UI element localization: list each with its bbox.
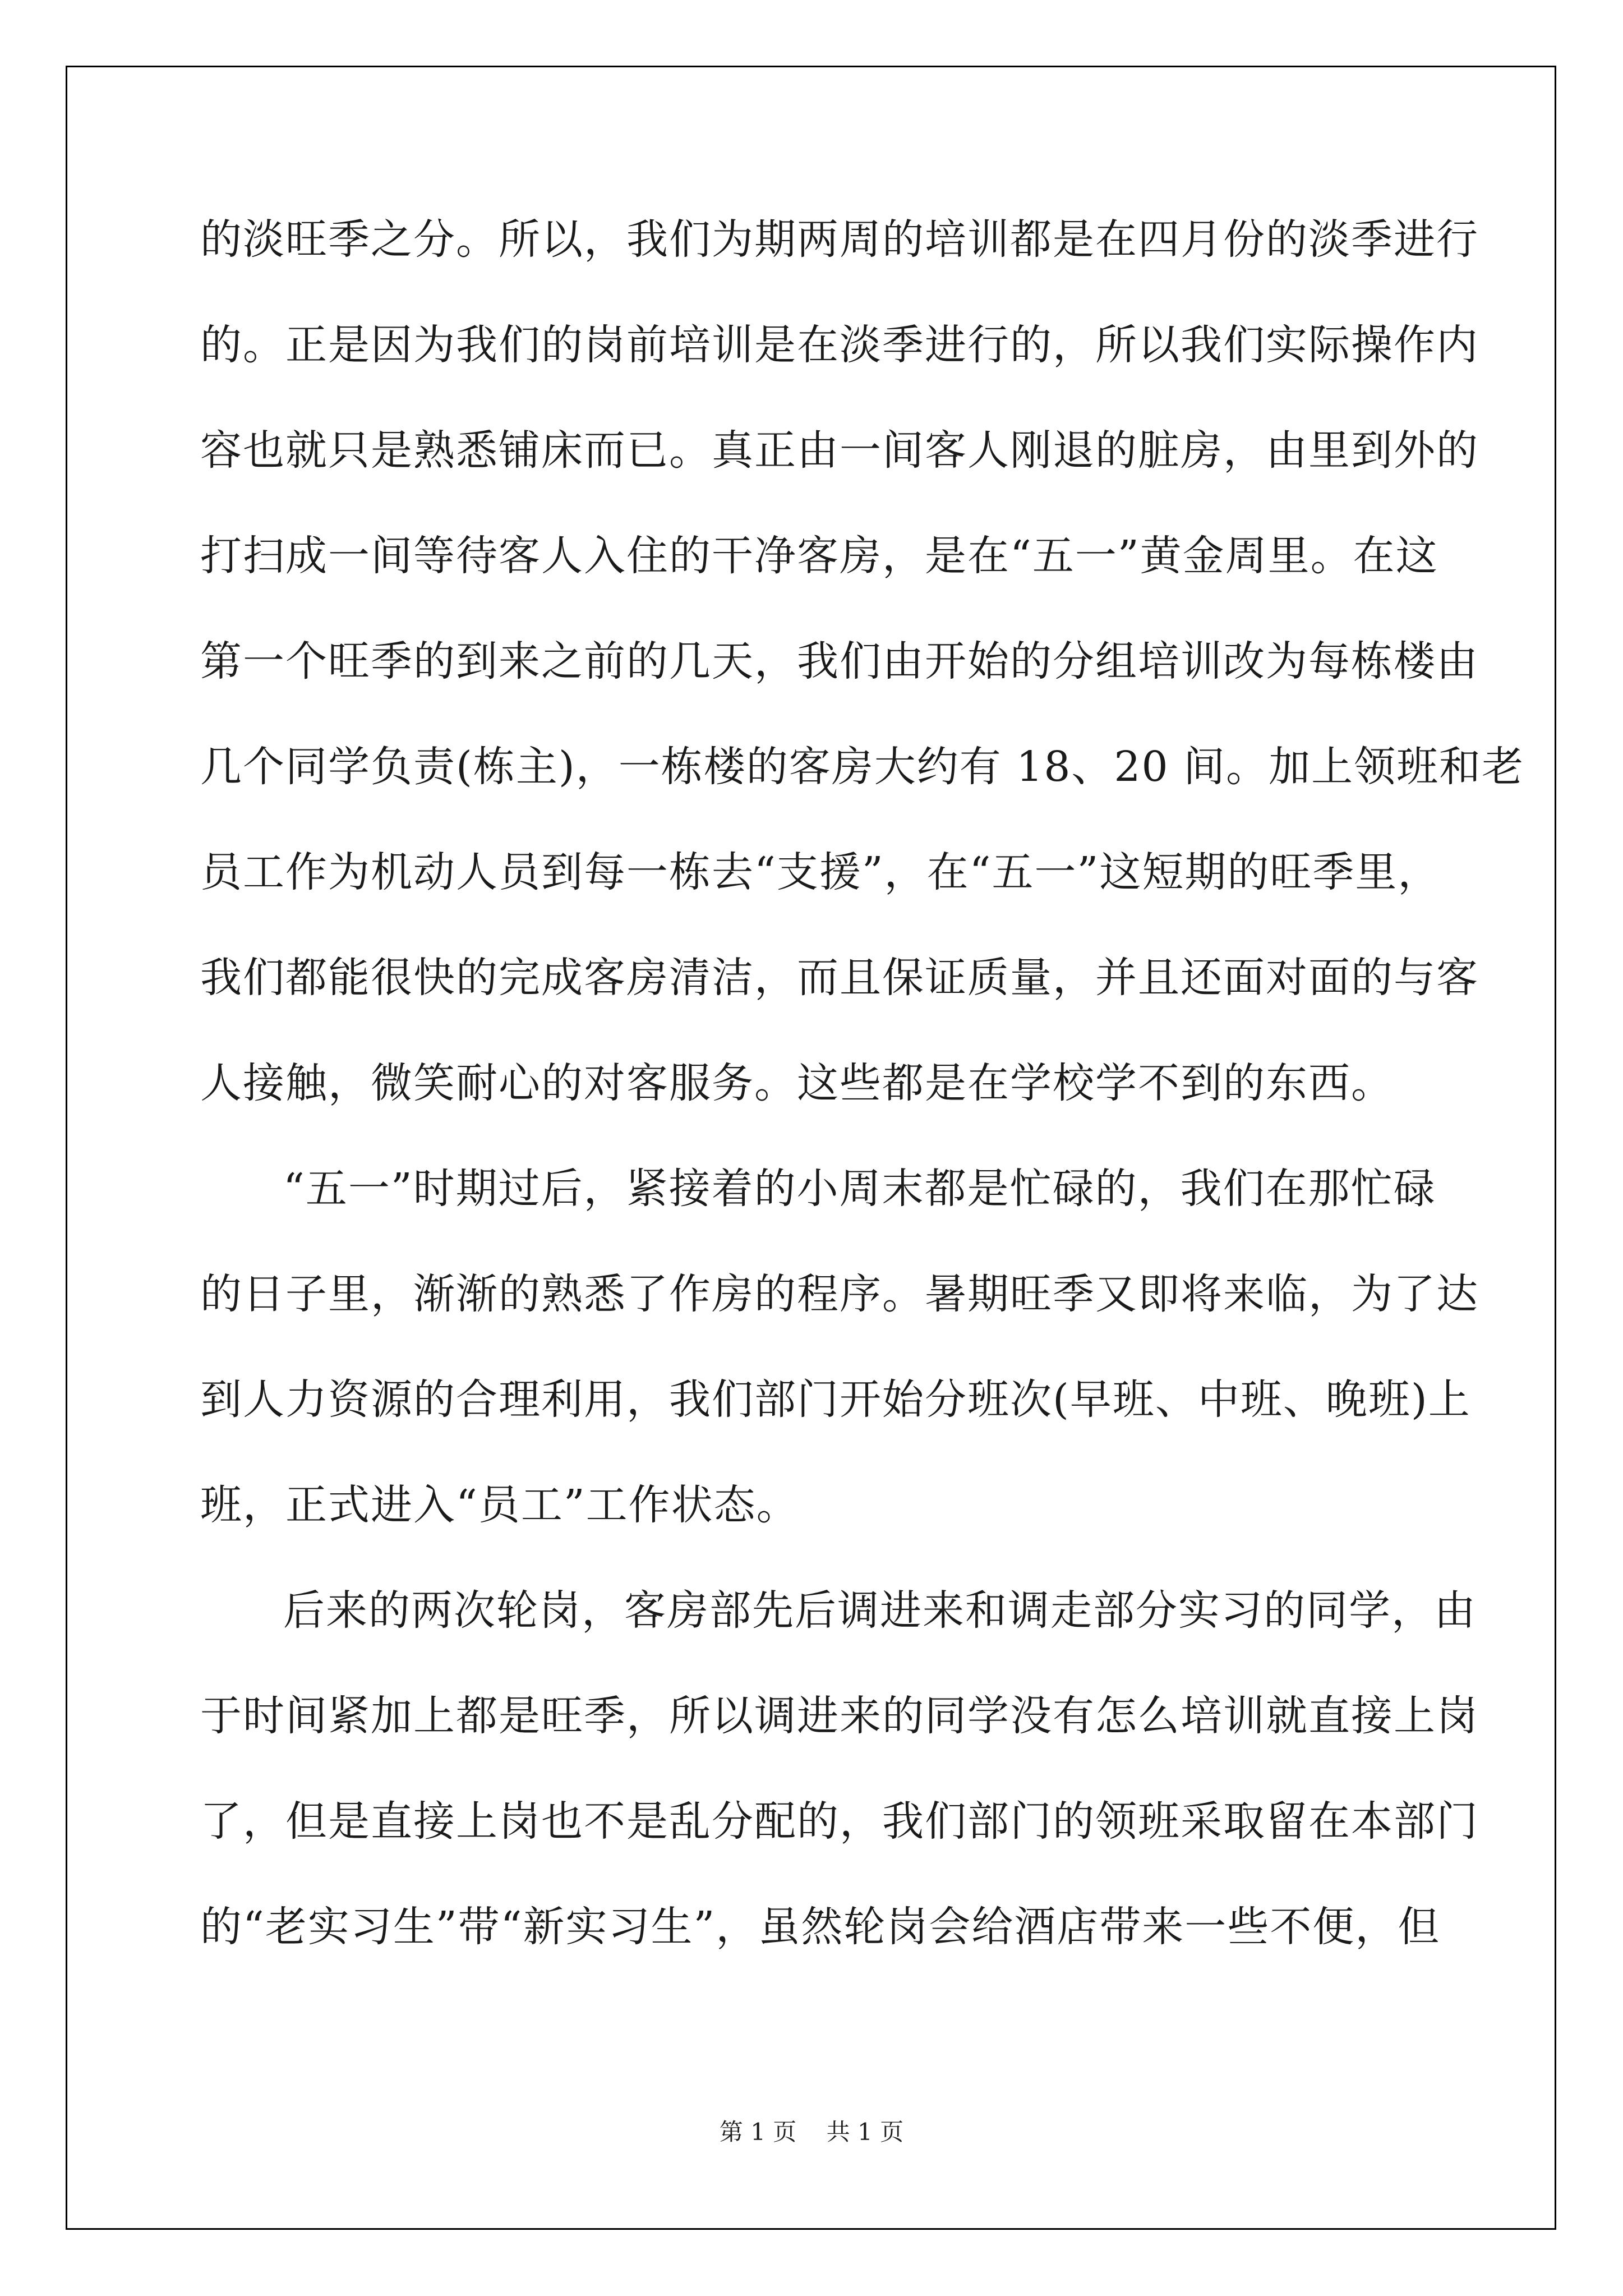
page-total: 共 1 页 [826, 2118, 904, 2146]
page-number: 第 1 页 [719, 2118, 797, 2146]
text-line: 员工作为机动人员到每一栋去“支援”，在“五一”这短期的旺季里， [200, 848, 1441, 896]
document-body [200, 203, 1525, 1996]
text-line: 的日子里，渐渐的熟悉了作房的程序。暑期旺季又即将来临，为了达 [200, 1270, 1479, 1318]
text-line: 的。正是因为我们的岗前培训是在淡季进行的，所以我们实际操作内 [200, 321, 1479, 369]
text-line: 打扫成一间等待客人入住的干净客房，是在“五一”黄金周里。在这 [200, 532, 1438, 580]
text-line: 到人力资源的合理利用，我们部门开始分班次(早班、中班、晚班)上 [200, 1375, 1471, 1424]
text-line: “五一”时期过后，紧接着的小周末都是忙碌的，我们在那忙碌 [283, 1165, 1436, 1213]
text-line: 几个同学负责(栋主)，一栋楼的客房大约有 18、20 间。加上领班和老 [200, 743, 1525, 791]
text-line: 的淡旺季之分。所以，我们为期两周的培训都是在四月份的淡季进行 [200, 215, 1479, 264]
text-line: 我们都能很快的完成客房清洁，而且保证质量，并且还面对面的与客 [200, 954, 1479, 1002]
text-line: 于时间紧加上都是旺季，所以调进来的同学没有怎么培训就直接上岗 [200, 1692, 1479, 1740]
text-line: 第一个旺季的到来之前的几天，我们由开始的分组培训改为每栋楼由 [200, 637, 1479, 685]
page-footer [0, 2114, 1623, 2147]
text-line: 班，正式进入“员工”工作状态。 [200, 1481, 799, 1529]
text-line: 容也就只是熟悉铺床而已。真正由一间客人刚退的脏房，由里到外的 [200, 426, 1479, 475]
text-line: 后来的两次轮岗，客房部先后调进来和调走部分实习的同学，由 [283, 1586, 1477, 1635]
text-line: 人接触，微笑耐心的对客服务。这些都是在学校学不到的东西。 [200, 1059, 1394, 1107]
text-line: 了，但是直接上岗也不是乱分配的，我们部门的领班采取留在本部门 [200, 1797, 1479, 1846]
text-line: 的“老实习生”带“新实习生”，虽然轮岗会给酒店带来一些不便，但 [200, 1903, 1441, 1951]
